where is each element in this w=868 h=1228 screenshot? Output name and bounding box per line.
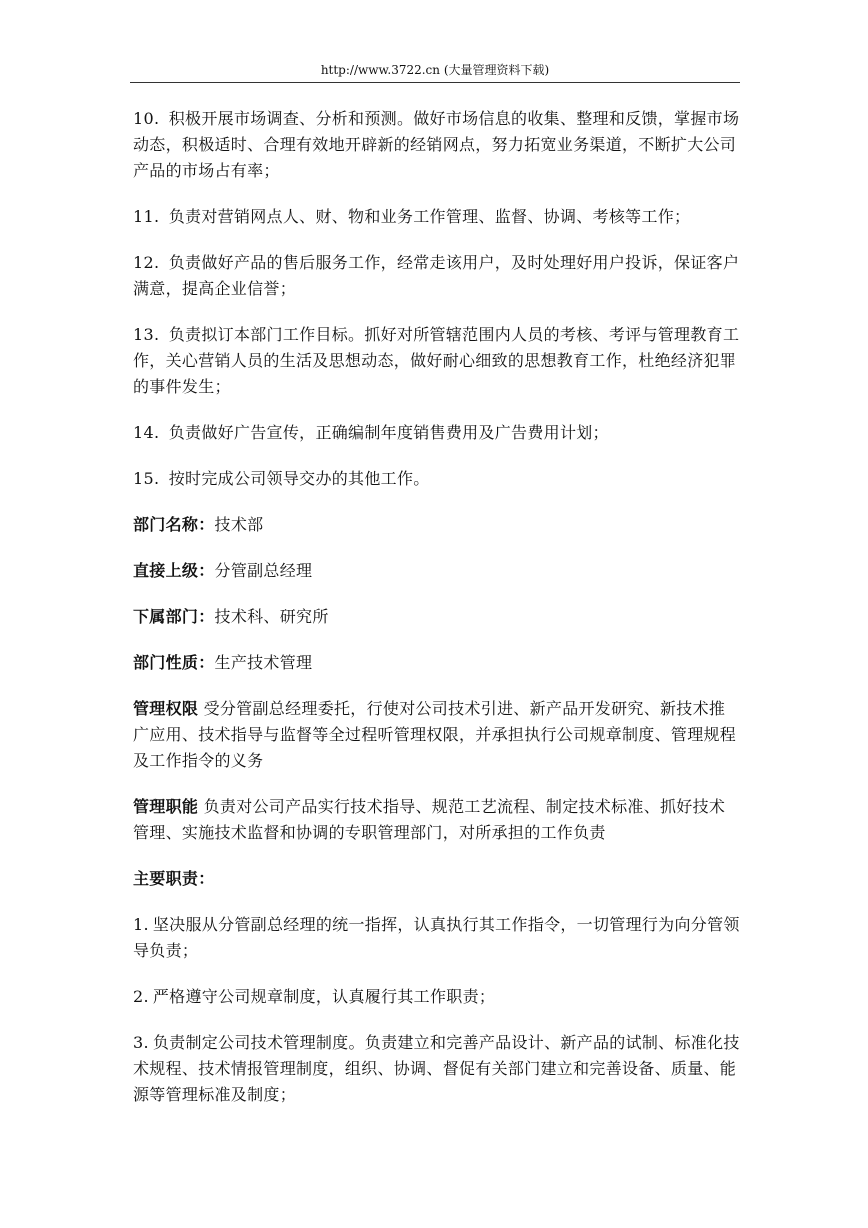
dept-name-label: 部门名称： xyxy=(133,515,215,534)
list-item: 15. 按时完成公司领导交办的其他工作。 xyxy=(133,469,430,488)
list-item: 12. 负责做好产品的售后服务工作，经常走该用户，及时处理好用户投诉，保证客户满意，提高企业信誉； xyxy=(133,253,740,298)
duties-heading xyxy=(133,866,740,892)
dept-authority-row xyxy=(133,696,740,774)
dept-sub-label: 下属部门： xyxy=(133,607,215,626)
dept-sub-value: 技术科、研究所 xyxy=(214,607,329,626)
list-item: 14. 负责做好广告宣传，正确编制年度销售费用及广告费用计划； xyxy=(133,423,609,442)
dept-nature-row xyxy=(133,650,740,676)
page-header xyxy=(130,58,740,83)
document-body xyxy=(133,106,740,1128)
list-item: 1. 坚决服从分管副总经理的统一指挥，认真执行其工作指令，一切管理行为向分管领导负责； xyxy=(133,915,740,960)
dept-name-row xyxy=(133,512,740,538)
dept-superior-row xyxy=(133,558,740,584)
dept-superior-value: 分管副总经理 xyxy=(214,561,313,580)
list-item: 11. 负责对营销网点人、财、物和业务工作管理、监督、协调、考核等工作； xyxy=(133,207,691,226)
dept-authority-value: 受分管副总经理委托，行使对公司技术引进、新产品开发研究、新技术推广应用、技术指导与监督等全过程听管理权限，并承担执行公司规章制度、管理规程及工作指令的义务 xyxy=(133,699,737,770)
dept-authority-label: 管理权限 xyxy=(133,699,199,718)
dept-function-value: 负责对公司产品实行技术指导、规范工艺流程、制定技术标准、抓好技术管理、实施技术监督和协调的专职管理部门，对所承担的工作负责 xyxy=(133,797,726,842)
dept-sub-row xyxy=(133,604,740,630)
duties-label: 主要职责： xyxy=(133,869,215,888)
dept-nature-label: 部门性质： xyxy=(133,653,215,672)
list-item: 10. 积极开展市场调查、分析和预测。做好市场信息的收集、整理和反馈，掌握市场动态，积极适时、合理有效地开辟新的经销网点，努力拓宽业务渠道，不断扩大公司产品的市场占有率； xyxy=(133,109,740,180)
dept-function-label: 管理职能 xyxy=(133,797,199,816)
dept-nature-value: 生产技术管理 xyxy=(214,653,313,672)
dept-name-value: 技术部 xyxy=(214,515,264,534)
list-item: 2. 严格遵守公司规章制度，认真履行其工作职责； xyxy=(133,987,496,1006)
header-text: http://www.3722.cn (大量管理资料下载) xyxy=(320,63,550,77)
dept-superior-label: 直接上级： xyxy=(133,561,215,580)
list-item: 3. 负责制定公司技术管理制度。负责建立和完善产品设计、新产品的试制、标准化技术规程、技术情报管理制度，组织、协调、督促有关部门建立和完善设备、质量、能源等管理标准及制度； xyxy=(133,1033,740,1104)
list-item: 13. 负责拟订本部门工作目标。抓好对所管辖范围内人员的考核、考评与管理教育工作，关心营销人员的生活及思想动态，做好耐心细致的思想教育工作，杜绝经济犯罪的事件发生； xyxy=(133,325,740,396)
dept-function-row xyxy=(133,794,740,846)
